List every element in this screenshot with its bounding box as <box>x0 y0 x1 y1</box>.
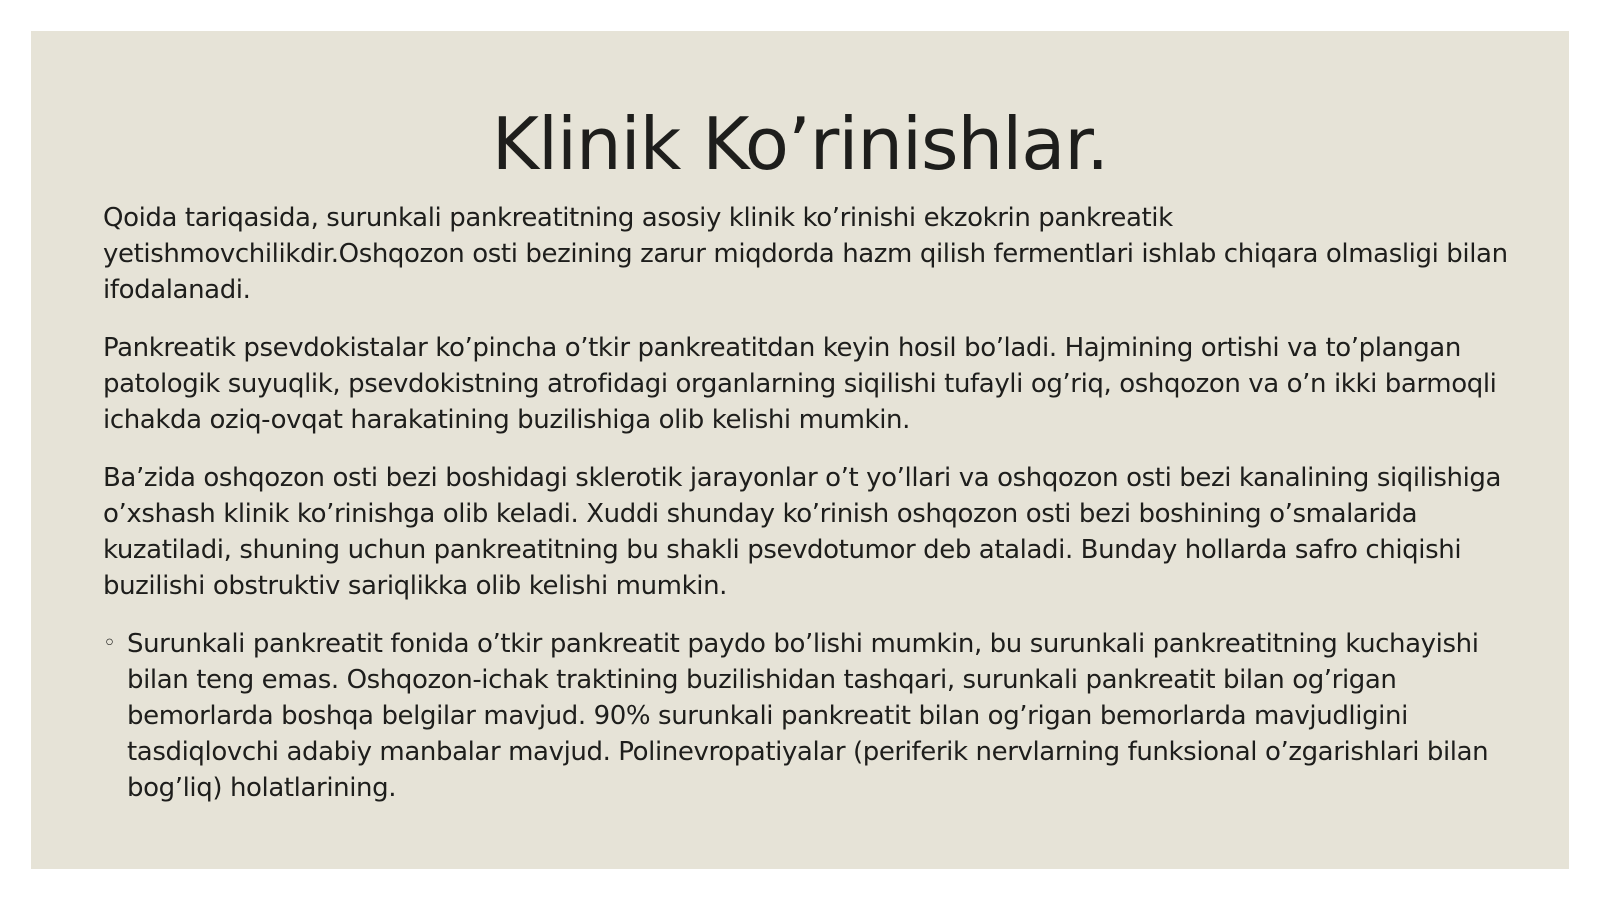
slide-body <box>103 200 1533 806</box>
paragraph-exocrine-insufficiency: Qoida tariqasida, surunkali pankreatitning asosiy klinik ko’rinishi ekzokrin pankreatik yetishmovchilikdir.Oshqozon osti bezining zarur miqdorda hazm qilish fermentlari ishlab chiqara olmasligi bilan ifodalanadi. <box>103 203 1508 305</box>
slide <box>31 31 1569 869</box>
slide-title: Klinik Ko’rinishlar. <box>491 102 1109 186</box>
bullet-circle-icon: ◦ <box>103 631 116 656</box>
bullet-item <box>103 626 1533 806</box>
paragraph-pseudocysts: Pankreatik psevdokistalar ko’pincha o’tkir pankreatitdan keyin hosil bo’ladi. Hajmining ortishi va to’plangan patologik suyuqlik, psevdokistning atrofidagi organlarning siqilishi tufayli og’riq, oshqozon va o’n ikki barmoqli ichakda oziq-ovqat harakatining buzilishiga olib kelishi mumkin. <box>103 333 1497 435</box>
bullet-text: Surunkali pankreatit fonida o’tkir pankreatit paydo bo’lishi mumkin, bu surunkali pankreatitning kuchayishi bilan teng emas. Oshqozon-ichak traktining buzilishidan tashqari, surunkali pankreatit bilan og’rigan bemorlarda boshqa belgilar mavjud. 90% surunkali pankreatit bilan og’rigan bemorlarda mavjudligini tasdiqlovchi adabiy manbalar mavjud. Polinevropatiyalar (periferik nervlarning funksional o’zgarishlari bilan bog’liq) holatlarining. <box>127 629 1489 803</box>
paragraph-pseudotumor: Ba’zida oshqozon osti bezi boshidagi sklerotik jarayonlar o’t yo’llari va oshqozon osti bezi kanalining siqilishiga o’xshash klinik ko’rinishga olib keladi. Xuddi shunday ko’rinish oshqozon osti bezi boshining o’smalarida kuzatiladi, shuning uchun pankreatitning bu shakli psevdotumor deb ataladi. Bunday hollarda safro chiqishi buzilishi obstruktiv sariqlikka olib kelishi mumkin. <box>103 463 1502 601</box>
